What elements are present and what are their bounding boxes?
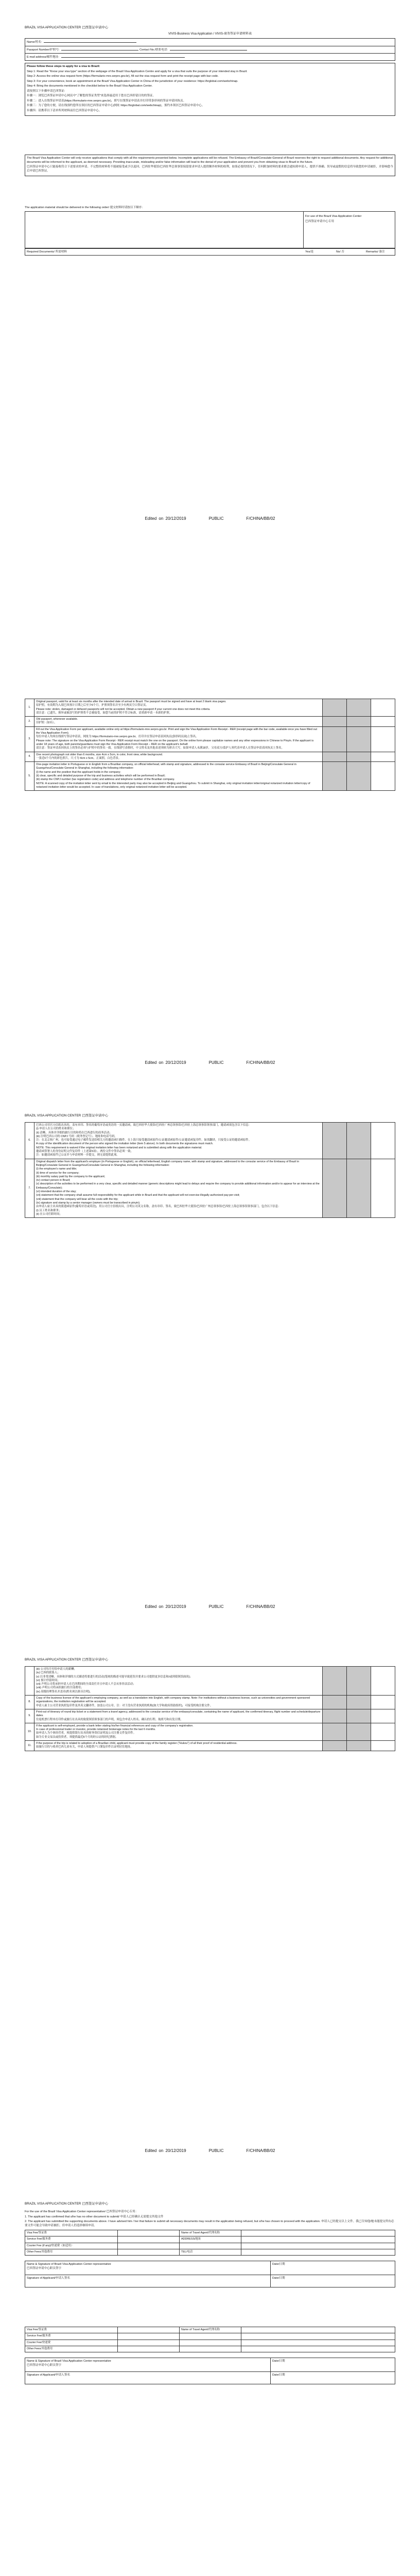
date-label: Date/日期 <box>272 2277 285 2280</box>
delivery-order: The application material should be delivered in the following order/ 提交材料时请按以下顺序： <box>25 206 145 209</box>
table-row: Other Fees/其他费用 TEL/电话 <box>25 2249 395 2255</box>
date-label: Date/日期 <box>272 2374 285 2377</box>
yes-cell[interactable] <box>323 699 347 717</box>
notice-cn: 巴西签证申请中心只能接收符合下述要求的申请。不完整的材料将不能被接受或予以退回。巴西驻华使馆/巴西驻华总领事馆保留要求申请人提供额外材料的权利，如果必要的情况下，任何附加材料的要求都会通知到申请人。提供不准确、误导或虚假的信息将导致您的申请被拒，并影响您今后申请巴西签证。 <box>27 165 393 173</box>
agent-value[interactable] <box>241 2327 395 2333</box>
yes-cell[interactable] <box>323 726 347 752</box>
page-footer: Edited on 20/12/2019 PUBLIC F/CHINA/BB/02 <box>145 516 275 521</box>
applicant-signature-label: Signature of Applicant/申请人签名 <box>27 2277 70 2280</box>
page-footer: Edited on 20/12/2019 PUBLIC F/CHINA/BB/02 <box>145 1604 275 1609</box>
no-cell[interactable] <box>347 762 371 791</box>
table-row: Visa Fee/签证费 Name of Travel Agent/代理名称 <box>25 2327 395 2333</box>
yes-cell[interactable] <box>323 1667 347 1696</box>
requirements-table <box>25 1666 395 1751</box>
remarks-cell[interactable] <box>371 726 395 752</box>
yes-cell[interactable] <box>323 1123 347 1159</box>
page-header: BRAZIL VISA APPLICATION CENTER 巴西签证申请中心 <box>25 1114 109 1117</box>
row-text: Copy of the business license of the applicant's employing company, as well as a translation into English, with company stamp. Note: For institutions without a business license, such as universities and government sponsored organizations, the institution registration will be accepted. 申请人雇主公司营业执照复印件及其英文翻译件，加盖公司公章。注：对于没有营业执照的机构(如大学和政府资助组织)，可接受机构注册文件。 <box>34 1696 323 1709</box>
no-cell[interactable] <box>347 699 371 717</box>
page-footer: Edited on 20/12/2019 PUBLIC F/CHINA/BB/02 <box>145 1060 275 1065</box>
name-field[interactable] <box>44 40 136 43</box>
remarks-cell[interactable] <box>371 1696 395 1709</box>
fee-value[interactable] <box>118 2333 180 2340</box>
remarks-cell[interactable] <box>371 762 395 791</box>
fee-table <box>25 2230 395 2256</box>
fee-value[interactable] <box>118 2346 180 2352</box>
requirements-table <box>25 1122 395 1218</box>
remarks-cell[interactable] <box>371 1723 395 1740</box>
row-text: (iii) 公司每月付给申请人的薪酬； (iv) 巴西的联系人； (v) 以非常清晰、具体和详细的方式描述将要进行的活动(笼统的描述可能导致延误并要求公司提供更多信息和/或到使领馆面谈)； (vi) 预计停留时间； (vii) 声明公司将承担申请人在巴西期间的全部责任并且申请人不会从事非法活动； (viii) 声明公司将承担旅行的全部费用； (ix) 高级经理签名并盖章(姓名须以拼音注明)。 <box>34 1667 323 1696</box>
row-text: If the purpose of the trip is related to adoption of a Brazilian child, applicant must provide copy of the family register ("Hukou") of all their proof of residential address. 如旅行目的与收养巴西儿童有关，申请人须提供户口簿复印件以证明居住地址。 <box>34 1741 323 1751</box>
yes-cell[interactable] <box>323 1741 347 1751</box>
yes-cell[interactable] <box>323 1723 347 1740</box>
page-3 <box>0 1088 420 1632</box>
step-line: 步骤四：请携带以下清单所列材料前往巴西签证申请中心。 <box>27 109 102 112</box>
step-line: 步骤三：为了您的方便，请在线预约您所在领区的巴西签证申请中心(网址 https://brglobal.com/webchinap)，预约本领区巴西签证申请中心。 <box>27 104 205 108</box>
page-header: BRAZIL VISA APPLICATION CENTER 巴西签证申请中心 <box>25 1658 109 1662</box>
email-field[interactable] <box>61 55 185 58</box>
step-line: Please follow these steps to apply for a visa to Brazil: <box>27 65 100 68</box>
remarks-cell[interactable] <box>371 717 395 727</box>
no-cell[interactable] <box>347 717 371 727</box>
col-no: No/ 否 <box>336 250 344 253</box>
notice-en: The Brazil Visa Application Center will only receive applications that comply with all the requirements presented below. Incomplete applications will be refused. The Embassy of Brazil/Consulate-General of Brazil reserves the right to request additional documents. Any request for additional documents will be informed to the applicant, as deemed necessary. Providing inaccurate, misleading and/or false information will lead to the denial of your application and prevent you from obtaining visas to Brazil in the future. <box>27 157 393 164</box>
agent-value[interactable] <box>241 2346 395 2352</box>
passport-label: Passport Number/护照号: <box>27 48 60 52</box>
table-row: 4. One recent photograph not older than 6 months, size 4cm x 5cm, in color, front view, white background. 一张近6个月内的彩色照片，尺寸为 4cm x 5cm，正面照，白色背景。 <box>25 752 395 762</box>
passport-field[interactable] <box>61 47 138 50</box>
rep-confirm-1: 1. The applicant has confirmed that s/he has no other document to submit/ 申请人已经确认无需提交其他文件 <box>25 2215 164 2218</box>
table-row: 2. Old passport, whenever available. 旧护照（如有）。 <box>25 717 395 727</box>
no-cell[interactable] <box>347 1723 371 1740</box>
no-cell[interactable] <box>347 752 371 762</box>
contact-label: Contact No./联系电话: <box>139 48 168 52</box>
page-4 <box>0 1632 420 2176</box>
agent-value[interactable] <box>241 2333 395 2340</box>
table-row: 7. Original dispatch letter from the applicant's employer (in Portuguese or English), on official letterhead, English company name, with stamp and signature, addressed to the consular service of the Embassy of Brazil in Beijing/Consulate General in Guangzhou/Consulate General in Shanghai, including the following information: (i) the employee's name and title; (ii) time of service for the company; (iii) monthly salary paid by the company to the applicant; (iv) contact person in Brazil; (v) description of the activities to be performed in a very clear, specific and detailed manner (generic descriptions might lead to delays and require the company to provide additional information and/or to appear for an interview at the Embassy/Consulate); (vi) intended duration of the stay; (vii) statement that the company shall assume full responsibility for the applicant while in Brazil and that the applicant will not exercise illegally authorized pay-per-visit; (viii) statement that the company will bear all the costs with the trip; (ix) signature and stamp by a senior manager (owners must be transcribed in pinyin). 由申请人雇主出具的派遣函原件(葡萄牙语或英语)，用公司官方信纸出具，注明公司英文名称，盖有章印、签名，致巴西驻华大使馆/巴西驻广州总领事馆/巴西驻上海总领事馆领事部门，包含以下信息： (i) 员工姓名和职务； (ii) 在公司任职时间； <box>25 1159 395 1217</box>
step-line: Step 3: For your convenience, book an appointment at the Brazil Visa Application Center in China of the jurisdiction of your residence: https://brglobal.com/webchinap. <box>27 79 238 83</box>
remarks-cell[interactable] <box>371 1667 395 1696</box>
rep-title: For the use of the Brazil Visa Application Center representative/ 巴西签证申请中心专用： <box>25 2210 138 2213</box>
agent-value[interactable] <box>241 2340 395 2346</box>
table-row: Courier Fee/快递费 <box>25 2340 395 2346</box>
yes-cell[interactable] <box>323 1709 347 1723</box>
table-row: 1. Original passport, valid for at least six months after the intended date of arrival in Brazil. The passport must be signed and have at least 2 blank visa pages. 原护照，有效期为入境巴西预计日期之后至少6个月。护照须签名并至少有两页空白签证页。 Please note: stolen, damaged or defaced passports will not be accepted. Obtain a new passport if your current one does not meet this criteria. 请注意：已遗失、损坏或被涂写的护照将不会被接受。如您当前的护照不符合标准，请重新申请一本新的护照。 <box>25 699 395 717</box>
no-cell[interactable] <box>347 1123 371 1159</box>
agent-value[interactable] <box>241 2243 395 2249</box>
table-row: Service Fee/服务费 <box>25 2333 395 2340</box>
agent-value[interactable] <box>241 2236 395 2243</box>
page-2 <box>0 544 420 1088</box>
table-row: 5. One-page invitation letter in Portuguese or in English from a Brazilian company, on official letterhead, with stamp and signature, addressed to the consular service Embassy of Brazil in Beijing/Consulate General in Guangzhou/Consulate General in Shanghai, including the following information: (i) the name and the position that the applicant holds in the company; (ii) clear, specific and detailed purpose of the trip and business activities which will be performed in Brazil; (iii) stamp the CNPJ number (tax registration code) and address and telephone number of the Brazilian company. NOTE: A scanned copy of the invitation letter sent by email to the interested party may also be accepted in Beijing and Guangzhou. To submit in Shanghai, only original invitation letter/original notarized invitation letter/copy of notarized invitation letter would be accepted. In case of translations, only original notarized invitation letter will be accepted. <box>25 762 395 791</box>
remarks-cell[interactable] <box>371 699 395 717</box>
step-line: Step 4: Bring the documents mentioned in the checklist below to the Brazil Visa Application Center. <box>27 84 153 88</box>
signature-box: Name & Signature of Brazil Visa Application Center representative 巴西签证申请中心职员签字 Date/日期 Signature of Applicant/申请人签名 Date/日期 <box>25 2261 395 2287</box>
table-row: Other Fees/其他费用 <box>25 2346 395 2352</box>
signature-box-2: Name & Signature of Brazil Visa Application Center representative 巴西签证申请中心职员签字 Date/日期 Signature of Applicant/申请人签名 Date/日期 <box>25 2358 395 2384</box>
table-row: Courier Fee (if any)/快递费（如适用） <box>25 2243 395 2249</box>
date-label: Date/日期 <box>272 2263 285 2266</box>
step-line: Step 1: Read the "Know your visa type" section of the webpage of the Brazil Visa Application Centre and apply for a visa that suits the purpose of your intended stay in Brazil. <box>27 70 248 73</box>
row-text: One recent photograph not older than 6 months, size 4cm x 5cm, in color, front view, white background. 一张近6个月内的彩色照片，尺寸为 4cm x 5cm，正面照，白色背景。 <box>34 752 323 762</box>
fee-value[interactable] <box>118 2230 180 2236</box>
row-text: 巴西公司用官方信纸出具的，盖有章印、签名的葡萄牙语或英语的一页邀请函，致巴西驻华大使馆/巴西驻广州总领事馆/巴西驻上海总领事馆领事部门，邀请函需包含以下信息： (i) 申请人在公司的姓名和职位； (ii) 清晰、具体并详细的旅行目的和将在巴西进行的商务活动； (iii) 注明巴西公司的 CNPJ 号码（税务登记号）、地址和电话号码。 注：在北京和广州，也可接受通过电子邮件发送给相关方的邀请函扫描件。在上海只接受邀请函原件/公证邀请函原件/公证邀请函复印件。如需翻译，只接受公证的邀请函原件。 A copy of the identification document of the person who signed the invitation letter (item 5 above). In both documents the signatures must match. NOTE: This requirement is waived if the original invitation letter has been notarized and is submitted along with the application material. 邀请函签署人的身份证明文件复印件（上述第5项）。两份文件中签名必须一致。 注：如邀请函原件已公证并与申请材料一并提交，则无需提供此项。 <box>34 1123 323 1159</box>
step-line: 步骤一：浏览巴西签证申请中心网页中"了解您的签证类型"来选择最适用于您在巴西停留目的的签证。 <box>27 94 156 98</box>
yes-cell[interactable] <box>323 1159 347 1217</box>
page-header: BRAZIL VISA APPLICATION CENTER 巴西签证申请中心 <box>25 26 109 29</box>
table-row: 3. Fill out the Visa Application Form per applicant, available online only at https://formulario-mre.serpro.gov.br. Print and sign the Visa Application Form Receipt - RER (receipt page with the bar code, available once you have filled out the Visa Application Form). 每位申请人均须在线填写签证申请表，网址为 https://formulario-mre.serpro.gov.br。打印并在签证申请表回执页(条形码页面)上签名。 Please note: The signature on the Visa Application Form Receipt - RER receipt must match the one on the passport. On the online form please capitalize names and any other expressions in Chinese to Pinyin. If the applicant is under 18 years of age, both parents/guardians must sign the Visa Application Form Receipt – RER on the applicant's behalf. 请注意：签证申请表回执页上的签名必须与护照中的签名一致。在线填写表格时，中文姓名及其他表述须转为拼音大写。如果申请人未满18岁，父母双方/监护人须代表申请人在签证申请表回执页上签名。 <box>25 726 395 752</box>
table-row: 8. Copy of the business license of the applicant's employing company, as well as a translation into English, with company stamp. Note: For institutions without a business license, such as universities and government sponsored organizations, the institution registration will be accepted. 申请人雇主公司营业执照复印件及其英文翻译件，加盖公司公章。注：对于没有营业执照的机构(如大学和政府资助组织)，可接受机构注册文件。 <box>25 1696 395 1709</box>
no-cell[interactable] <box>347 726 371 752</box>
table-row: 9. Print-out of itinerary of round trip ticket or a statement from a travel agency, addressed to the consular service of the embassy/consulate, containing the name of applicant, the confirmed itinerary, flight number and schedule/departure dates. 往返机票行程单打印件或旅行社出具的致使领馆领事部门的声明，须包含申请人姓名、确认的行程、航班号和出发日期。 <box>25 1709 395 1723</box>
page-1 <box>0 0 420 544</box>
office-use-box <box>25 211 395 248</box>
yes-cell[interactable] <box>323 717 347 727</box>
rep-signature-label: Name & Signature of Brazil Visa Application Center representative <box>27 2263 111 2266</box>
no-cell[interactable] <box>347 1159 371 1217</box>
steps-box <box>25 63 395 116</box>
table-row: 11. If the purpose of the trip is related to adoption of a Brazilian child, applicant must provide copy of the family register ("Hukou") of all their proof of residential address. 如旅行目的与收养巴西儿童有关，申请人须提供户口簿复印件以证明居住地址。 <box>25 1741 395 1751</box>
office-use-title: For use of the Brazil Visa Application Center <box>305 215 362 218</box>
col-yes: Yes/是 <box>305 250 314 253</box>
step-line: Step 2: Access the online visa request form (https://formulario-mre.serpro.gov.br), fill out the visa request form and print the receipt page with bar code. <box>27 75 219 78</box>
row-text: One-page invitation letter in Portuguese or in English from a Brazilian company, on official letterhead, with stamp and signature, addressed to the consular service Embassy of Brazil in Beijing/Consulate General in Guangzhou/Consulate General in Shanghai, including the following information: (i) the name and the position that the applicant holds in the company; (ii) clear, specific and detailed purpose of the trip and business activities which will be performed in Brazil; (iii) stamp the CNPJ number (tax registration code) and address and telephone number of the Brazilian company. NOTE: A scanned copy of the invitation letter sent by email to the interested party may also be accepted in Beijing and Guangzhou. To submit in Shanghai, only original invitation letter/original notarized invitation letter/copy of notarized invitation letter would be accepted. In case of translations, only original notarized invitation letter will be accepted. <box>34 762 323 791</box>
no-cell[interactable] <box>347 1741 371 1751</box>
required-docs-label: Required Documents/ 所需材料 <box>27 250 67 253</box>
no-cell[interactable] <box>347 1696 371 1709</box>
table-row: Service Fee/服务费 ADDRESS/地址 <box>25 2236 395 2243</box>
fee-value[interactable] <box>118 2236 180 2243</box>
yes-cell[interactable] <box>323 1696 347 1709</box>
name-label: Name/姓名: <box>27 41 42 44</box>
agent-value[interactable] <box>241 2249 395 2255</box>
table-row: Visa Fee/签证费 Name of Travel Agent/代理名称 <box>25 2230 395 2236</box>
date-label: Date/日期 <box>272 2360 285 2363</box>
row-text: Original dispatch letter from the applicant's employer (in Portuguese or English), on official letterhead, English company name, with stamp and signature, addressed to the consular service of the Embassy of Brazil in Beijing/Consulate General in Guangzhou/Consulate General in Shanghai, including the following information: (i) the employee's name and title; (ii) time of service for the company; (iii) monthly salary paid by the company to the applicant; (iv) contact person in Brazil; (v) description of the activities to be performed in a very clear, specific and detailed manner (generic descriptions might lead to delays and require the company to provide additional information and/or to appear for an interview at the Embassy/Consulate); (vi) intended duration of the stay; (vii) statement that the company shall assume full responsibility for the applicant while in Brazil and that the applicant will not exercise illegally authorized pay-per-visit; (viii) statement that the company will bear all the costs with the trip; (ix) signature and stamp by a senior manager (owners must be transcribed in pinyin). 由申请人雇主出具的派遣函原件(葡萄牙语或英语)，用公司官方信纸出具，注明公司英文名称，盖有章印、签名，致巴西驻华大使馆/巴西驻广州总领事馆/巴西驻上海总领事馆领事部门，包含以下信息： (i) 员工姓名和职务； (ii) 在公司任职时间； <box>34 1159 323 1217</box>
row-text: Fill out the Visa Application Form per applicant, available online only at https://formulario-mre.serpro.gov.br. Print and sign the Visa Application Form Receipt - RER (receipt page with the bar code, available once you have filled out the Visa Application Form). 每位申请人均须在线填写签证申请表，网址为 https://formulario-mre.serpro.gov.br。打印并在签证申请表回执页(条形码页面)上签名。 Please note: The signature on the Visa Application Form Receipt - RER receipt must match the one on the passport. On the online form please capitalize names and any other expressions in Chinese to Pinyin. If the applicant is under 18 years of age, both parents/guardians must sign the Visa Application Form Receipt – RER on the applicant's behalf. 请注意：签证申请表回执页上的签名必须与护照中的签名一致。在线填写表格时，中文姓名及其他表述须转为拼音大写。如果申请人未满18岁，父母双方/监护人须代表申请人在签证申请表回执页上签名。 <box>34 726 323 752</box>
page-header: BRAZIL VISA APPLICATION CENTER 巴西签证申请中心 <box>25 2202 109 2206</box>
row-text: If the applicant is self-employed, provide a bank letter stating his/her financial references and copy of the company's registration. In case of professional trader or investor, provide notarized brokerage notes for the last 6 months. 如申请人为个体经营者，须提供银行出具的财务资信证明及公司注册文件复印件。 如为专业交易员或投资者，须提供最近6个月的经公证的经纪票据。 <box>34 1723 323 1740</box>
applicant-signature-label: Signature of Applicant/申请人签名 <box>27 2374 70 2377</box>
remarks-cell[interactable] <box>371 1709 395 1723</box>
table-row: 10. If the applicant is self-employed, provide a bank letter stating his/her financial references and copy of the company's registration. In case of professional trader or investor, provide notarized brokerage notes for the last 6 months. 如申请人为个体经营者，须提供银行出具的财务资信证明及公司注册文件复印件。 如为专业交易员或投资者，须提供最近6个月的经公证的经纪票据。 <box>25 1723 395 1740</box>
remarks-cell[interactable] <box>371 1123 395 1159</box>
fee-value[interactable] <box>118 2327 180 2333</box>
agent-value[interactable] <box>241 2230 395 2236</box>
required-docs-header <box>25 248 395 256</box>
applicant-info-box <box>25 38 395 61</box>
fee-value[interactable] <box>118 2249 180 2255</box>
step-line: 步骤二：进入在线签证申请表(https://formulario-mre.serpro.gov.br)，填写在线签证申请表并打印带条形码的签证申请回执页。 <box>27 99 186 103</box>
no-cell[interactable] <box>347 1709 371 1723</box>
page-5 <box>0 2176 420 2576</box>
table-row: 6. 巴西公司用官方信纸出具的，盖有章印、签名的葡萄牙语或英语的一页邀请函，致巴西驻华大使馆/巴西驻广州总领事馆/巴西驻上海总领事馆领事部门，邀请函需包含以下信息： (i) 申请人在公司的姓名和职位； (ii) 清晰、具体并详细的旅行目的和将在巴西进行的商务活动； (iii) 注明巴西公司的 CNPJ 号码（税务登记号）、地址和电话号码。 注：在北京和广州，也可接受通过电子邮件发送给相关方的邀请函扫描件。在上海只接受邀请函原件/公证邀请函原件/公证邀请函复印件。如需翻译，只接受公证的邀请函原件。 A copy of the identification document of the person who signed the invitation letter (item 5 above). In both documents the signatures must match. NOTE: This requirement is waived if the original invitation letter has been notarized and is submitted along with the application material. 邀请函签署人的身份证明文件复印件（上述第5项）。两份文件中签名必须一致。 注：如邀请函原件已公证并与申请材料一并提交，则无需提供此项。 <box>25 1123 395 1159</box>
fee-value[interactable] <box>118 2340 180 2346</box>
step-line: 请按照以下步骤申请巴西签证: <box>27 89 65 93</box>
table-row <box>25 1667 395 1696</box>
col-remarks: Remarks/ 备注 <box>366 250 385 253</box>
row-text: Old passport, whenever available. 旧护照（如有）。 <box>34 717 323 727</box>
remarks-cell[interactable] <box>371 1159 395 1217</box>
fee-table-2 <box>25 2327 395 2352</box>
yes-cell[interactable] <box>323 762 347 791</box>
yes-cell[interactable] <box>323 752 347 762</box>
contact-field[interactable] <box>170 47 247 50</box>
remarks-cell[interactable] <box>371 752 395 762</box>
fee-value[interactable] <box>118 2243 180 2249</box>
remarks-cell[interactable] <box>371 1741 395 1751</box>
office-use-title-cn: 巴西签证申请中心专用 <box>305 219 334 223</box>
form-title: VIVIS-Business Visa Application / VIVIS-商务签证申请材料表 <box>168 32 252 36</box>
rep-confirm-2: 2. The applicant has submitted the supporting documents above. I have advised him / her that failure to submit all necessary documents may result in the application being refused, but s/he has chosen to proceed with the application. 申请人已经提交以上文件。我已告知他/她未能提交所有必要文件可能会导致申请被拒，但申请人仍选择继续申请。 <box>25 2220 394 2227</box>
no-cell[interactable] <box>347 1667 371 1696</box>
row-text: Original passport, valid for at least six months after the intended date of arrival in Brazil. The passport must be signed and have at least 2 blank visa pages. 原护照，有效期为入境巴西预计日期之后至少6个月。护照须签名并至少有两页空白签证页。 Please note: stolen, damaged or defaced passports will not be accepted. Obtain a new passport if your current one does not meet this criteria. 请注意：已遗失、损坏或被涂写的护照将不会被接受。如您当前的护照不符合标准，请重新申请一本新的护照。 <box>34 699 323 717</box>
rep-signature-label: Name & Signature of Brazil Visa Application Center representative <box>27 2360 111 2363</box>
page-footer: Edited on 20/12/2019 PUBLIC F/CHINA/BB/02 <box>145 2148 275 2153</box>
requirements-table <box>25 699 395 791</box>
notice-box <box>25 155 395 176</box>
representative-section <box>25 2210 395 2229</box>
email-label: E-mail address/邮件地址: <box>27 56 59 59</box>
row-text: Print-out of itinerary of round trip ticket or a statement from a travel agency, addressed to the consular service of the embassy/consulate, containing the name of applicant, the confirmed itinerary, flight number and schedule/departure dates. 往返机票行程单打印件或旅行社出具的致使领馆领事部门的声明，须包含申请人姓名、确认的行程、航班号和出发日期。 <box>34 1709 323 1723</box>
